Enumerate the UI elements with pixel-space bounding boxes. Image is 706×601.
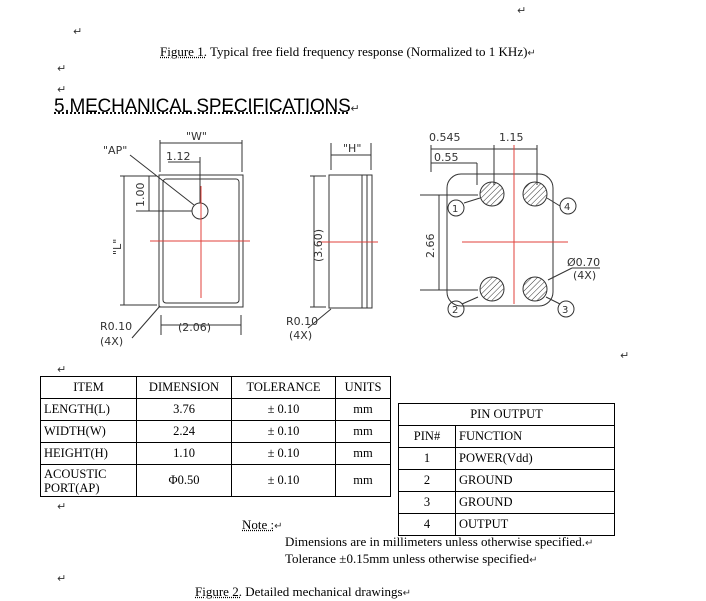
spec-item: LENGTH(L): [41, 399, 137, 421]
paragraph-mark: ↵: [57, 500, 67, 513]
top-view: [120, 140, 243, 338]
spec-item: WIDTH(W): [41, 421, 137, 443]
table-row: [399, 514, 615, 536]
spec-dimension: 3.76: [137, 399, 232, 421]
pin-function: GROUND: [456, 470, 615, 492]
pin-number-3: 3: [562, 305, 569, 316]
table-row: [399, 492, 615, 514]
label-dim-0545: 0.545: [429, 131, 461, 144]
table-row: [399, 448, 615, 470]
table-row: [41, 443, 391, 465]
spec-units: mm: [336, 465, 391, 497]
figure2-label: Figure 2.: [195, 584, 242, 599]
spec-units: mm: [336, 399, 391, 421]
spec-dimension: 1.10: [137, 443, 232, 465]
label-h: "H": [343, 142, 362, 155]
pin-number: 2: [399, 470, 456, 492]
label-4x-top: (4X): [100, 335, 124, 348]
pin-title-row: [399, 404, 615, 426]
paragraph-mark: ↵: [57, 62, 67, 75]
note-line-2: Tolerance ±0.15mm unless otherwise specified↵: [285, 551, 538, 566]
pin-number: 4: [399, 514, 456, 536]
pad-1: [480, 182, 504, 206]
label-dim-055: 0.55: [434, 151, 459, 164]
acoustic-port: [192, 203, 208, 219]
label-l: "L": [111, 238, 124, 255]
label-dim-360: (3.60): [312, 228, 325, 262]
table-row: [41, 399, 391, 421]
table-row: [41, 465, 391, 497]
spec-tolerance: ± 0.10: [232, 421, 336, 443]
pin-number: 3: [399, 492, 456, 514]
pin-table-title: PIN OUTPUT: [399, 404, 615, 426]
figure2-text: Detailed mechanical drawings: [241, 584, 403, 599]
pad-4: [523, 182, 547, 206]
pin-function: GROUND: [456, 492, 615, 514]
pin-table: [398, 403, 615, 536]
figure1-label: Figure 1.: [160, 44, 207, 59]
spec-units: mm: [336, 421, 391, 443]
pin-header-function: FUNCTION: [456, 426, 615, 448]
note-line-1: Dimensions are in millimeters unless otherwise specified.↵: [285, 534, 594, 549]
section-heading: 5.MECHANICAL SPECIFICATIONS↵: [54, 96, 360, 117]
label-dim-206: (2.06): [178, 321, 212, 334]
pin-function: POWER(Vdd): [456, 448, 615, 470]
spec-header-item: ITEM: [41, 377, 137, 399]
paragraph-mark: ↵: [57, 572, 67, 585]
label-4x-side: (4X): [289, 329, 313, 342]
drawing-labels: [100, 130, 600, 348]
table-row: [41, 421, 391, 443]
label-r010-side: R0.10: [286, 315, 319, 328]
spec-header-dimension: DIMENSION: [137, 377, 232, 399]
paragraph-mark: ↵: [57, 83, 67, 96]
note-label-text: Note :: [242, 517, 275, 532]
spec-tolerance: ± 0.10: [232, 465, 336, 497]
label-w: "W": [186, 130, 207, 143]
spec-units: mm: [336, 443, 391, 465]
note-label: Note :↵: [242, 517, 283, 532]
note-line-2-text: Tolerance ±0.15mm unless otherwise specified: [285, 551, 530, 566]
figure2-caption: Figure 2. Detailed mechanical drawings↵: [195, 584, 411, 599]
spec-item: ACOUSTIC PORT(AP): [41, 465, 137, 497]
note-line-1-text: Dimensions are in millimeters unless otherwise specified.: [285, 534, 586, 549]
spec-dimension: 2.24: [137, 421, 232, 443]
label-ap: "AP": [103, 144, 128, 157]
pin-number-4: 4: [564, 202, 571, 213]
label-dim-115: 1.15: [499, 131, 524, 144]
label-dim-266: 2.66: [424, 233, 437, 258]
pin-header-pin: PIN#: [399, 426, 456, 448]
spec-header-tolerance: TOLERANCE: [232, 377, 336, 399]
paragraph-mark: ↵: [57, 363, 67, 376]
pin-number-1: 1: [452, 204, 459, 215]
pin-number: 1: [399, 448, 456, 470]
paragraph-mark: ↵: [517, 4, 527, 17]
spec-dimension: Φ0.50: [137, 465, 232, 497]
spec-tolerance: ± 0.10: [232, 399, 336, 421]
label-dim-112: 1.12: [166, 150, 191, 163]
figure1-text: Typical free field frequency response (Normalized to 1 KHz): [206, 44, 528, 59]
label-r010-top: R0.10: [100, 320, 133, 333]
spec-table: [40, 376, 391, 497]
pad-3: [523, 277, 547, 301]
spec-header-units: UNITS: [336, 377, 391, 399]
spec-item: HEIGHT(H): [41, 443, 137, 465]
spec-header-row: [41, 377, 391, 399]
paragraph-mark: ↵: [73, 25, 83, 38]
paragraph-mark: ↵: [620, 349, 630, 362]
figure1-caption: Figure 1. Typical free field frequency response (Normalized to 1 KHz)↵: [160, 44, 536, 59]
pin-function: OUTPUT: [456, 514, 615, 536]
bottom-view: [420, 145, 600, 317]
table-row: [399, 470, 615, 492]
pin-header-row: [399, 426, 615, 448]
pin-number-2: 2: [452, 305, 459, 316]
section-heading-text: 5.MECHANICAL SPECIFICATIONS: [54, 96, 351, 117]
label-dim-070: Ø0.70: [567, 256, 601, 269]
pad-2: [480, 277, 504, 301]
bottom-view-centerlines: [462, 145, 571, 304]
label-dim-100: 1.00: [134, 182, 147, 207]
label-4x-bottom: (4X): [573, 269, 597, 282]
spec-tolerance: ± 0.10: [232, 443, 336, 465]
